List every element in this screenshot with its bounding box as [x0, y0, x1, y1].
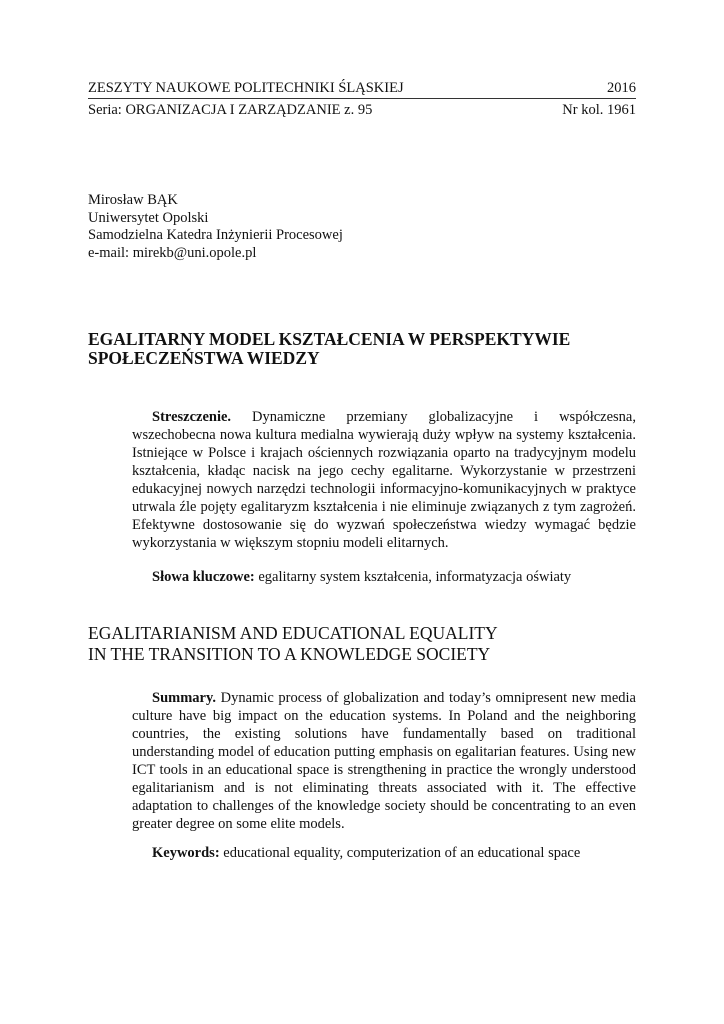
author-university: Uniwersytet Opolski	[88, 209, 209, 226]
title-polish	[88, 330, 636, 368]
keywords-english-text: educational equality, computerization of an educational space	[223, 845, 581, 861]
abstract-polish-label: Streszczenie.	[152, 409, 232, 425]
journal-name: ZESZYTY NAUKOWE POLITECHNIKI ŚLĄSKIEJ	[88, 80, 404, 96]
title-english	[88, 623, 636, 665]
author-email: e-mail: mirekb@uni.opole.pl	[88, 244, 257, 261]
abstract-polish	[132, 408, 636, 552]
keywords-polish-label: Słowa kluczowe:	[152, 569, 255, 585]
keywords-english-label: Keywords:	[152, 845, 220, 861]
abstract-polish-text: Dynamiczne przemiany globalizacyjne i współczesna, wszechobecna nowa kultura medialna wywierają duży wpływ na systemy kształcenia. Istniejące w Polsce i krajach ościennych rozwiązania oparto na tradycyjnym modelu kształcenia, kładąc nacisk na jego cechy egalitarne. Wykorzystanie w przestrzeni edukacyjnej nowych narzędzi technologii informacyjno-komunikacyjnych w praktyce utrwala źle pojęty egalitaryzm kształcenia i nie eliminuje związanych z tym zagrożeń. Efektywne dostosowanie się do wyzwań społeczeństwa wiedzy wymagać będzie wykorzystania w większym stopniu modeli elitarnych.	[132, 409, 636, 551]
title-english-line-1: EGALITARIANISM AND EDUCATIONAL EQUALITY	[88, 623, 498, 643]
author-block	[88, 192, 343, 262]
journal-header	[88, 79, 636, 119]
journal-series: Seria: ORGANIZACJA I ZARZĄDZANIE z. 95	[88, 102, 373, 118]
journal-year: 2016	[607, 80, 636, 96]
abstract-english-label: Summary.	[152, 690, 217, 706]
keywords-polish-text: egalitarny system kształcenia, informatyzacja oświaty	[258, 569, 572, 585]
abstract-english-text: Dynamic process of globalization and today’s omnipresent new media culture have big impact on the education systems. In Poland and the neighboring countries, the existing solutions have fundamentally based on traditional understanding model of education putting emphasis on egalitarian features. Using new ICT tools in an educational space is strengthening in practice the wrongly understood egalitarianism and is not eliminating threats associated with it. The effective adaptation to challenges of the knowledge society should be concentrating to an even greater degree on some elite models.	[132, 690, 636, 832]
keywords-english	[152, 844, 580, 862]
header-row-series	[88, 101, 636, 119]
keywords-polish	[152, 568, 571, 586]
author-department: Samodzielna Katedra Inżynierii Procesowej	[88, 227, 343, 244]
title-polish-line-2: SPOŁECZEŃSTWA WIEDZY	[88, 348, 320, 368]
abstract-english	[132, 689, 636, 833]
header-row-journal	[88, 79, 636, 99]
author-name: Mirosław BĄK	[88, 192, 178, 208]
title-polish-line-1: EGALITARNY MODEL KSZTAŁCENIA W PERSPEKTYWIE	[88, 329, 571, 349]
journal-number: Nr kol. 1961	[562, 102, 636, 118]
title-english-line-2: IN THE TRANSITION TO A KNOWLEDGE SOCIETY	[88, 644, 491, 664]
